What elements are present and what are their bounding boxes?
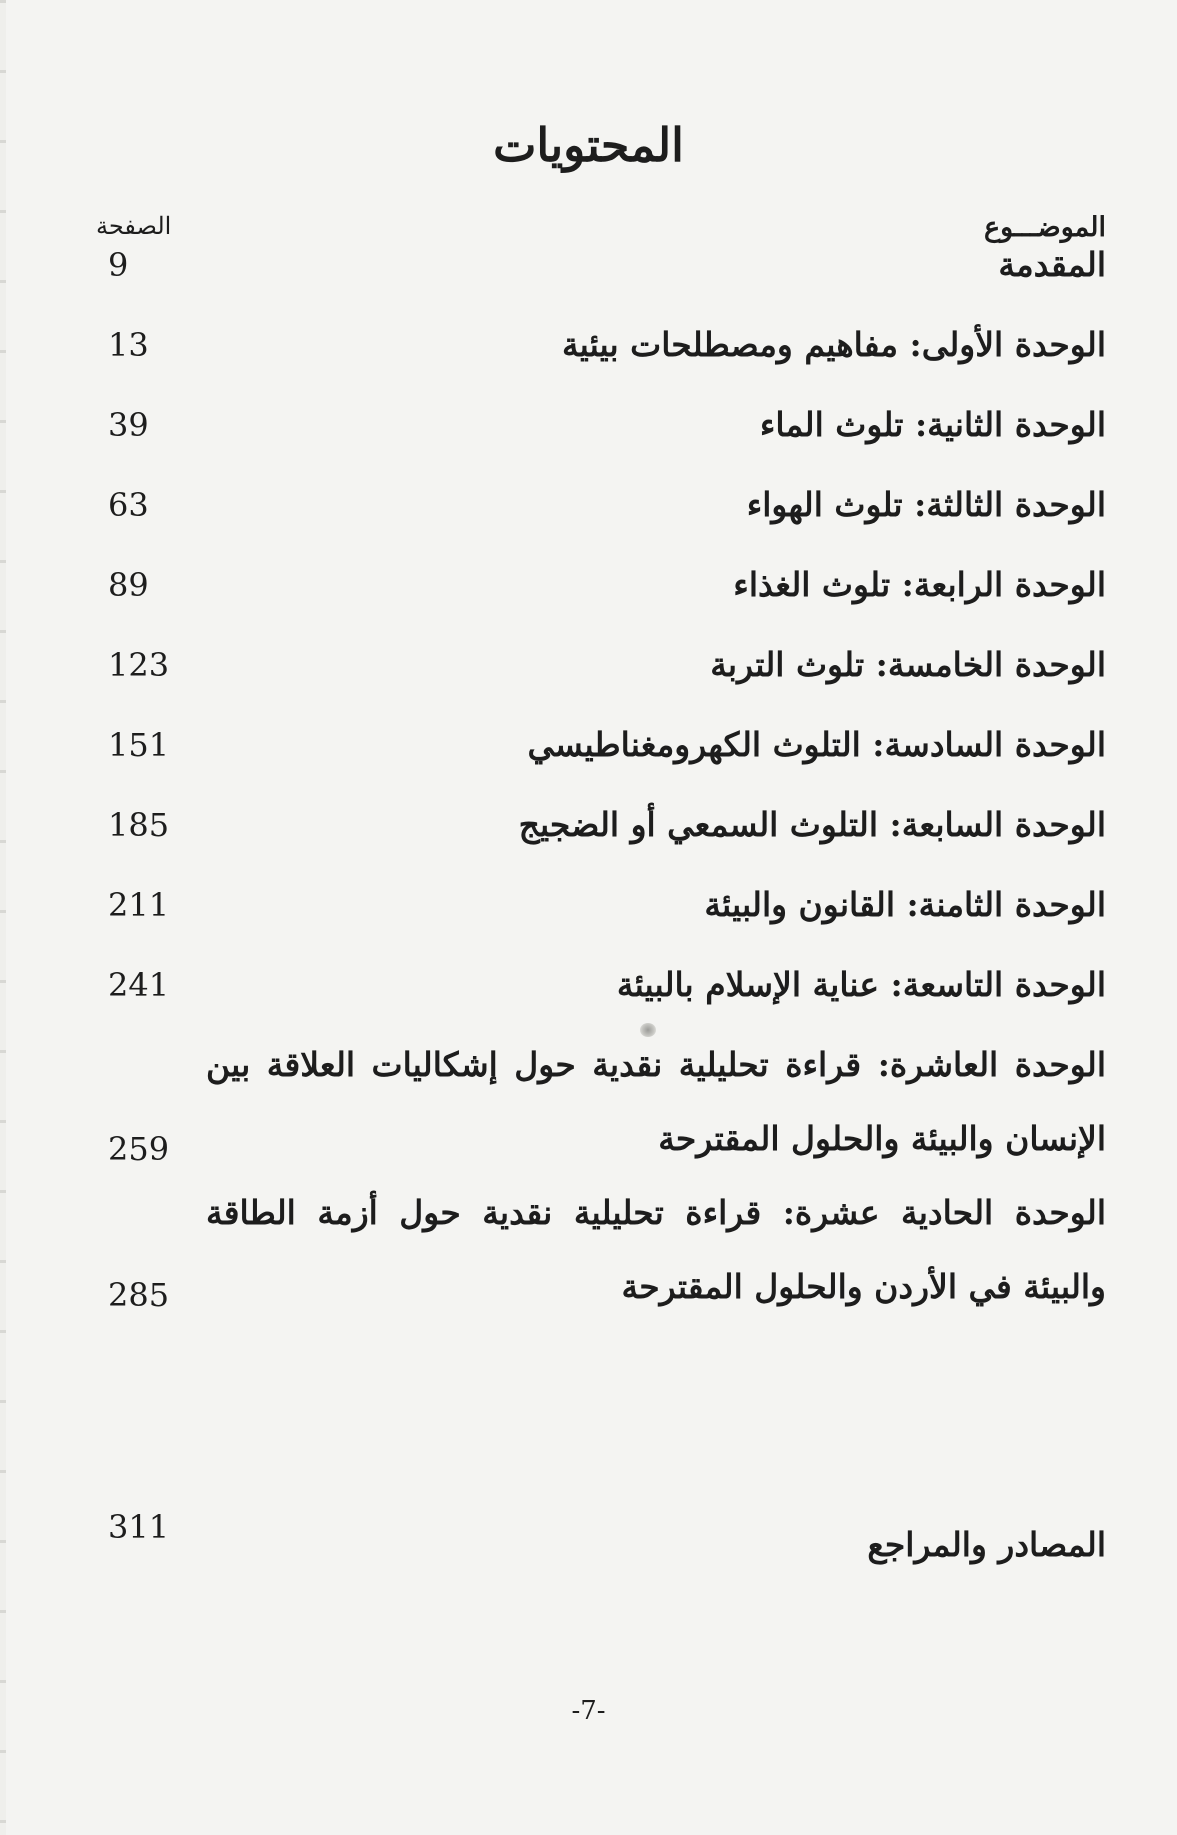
toc-entry-unit-7 xyxy=(96,788,1106,862)
toc-entry-title: الوحدة السابعة: التلوث السمعي أو الضجيج xyxy=(518,805,1106,844)
toc-entry-title: الوحدة السادسة: التلوث الكهرومغناطيسي xyxy=(527,725,1106,764)
toc-entry-page-number: 185 xyxy=(108,806,170,844)
toc-entry-title: الوحدة الأولى: مفاهيم ومصطلحات بيئية xyxy=(561,325,1106,364)
toc-entry-page-number: 151 xyxy=(108,726,170,764)
paper-speck xyxy=(640,1023,656,1037)
toc-entry-unit-3 xyxy=(96,468,1106,542)
toc-entry-page-number: 285 xyxy=(108,1276,170,1314)
toc-entry-title: المقدمة xyxy=(998,245,1106,284)
toc-entry-title: الوحدة الرابعة: تلوث الغذاء xyxy=(733,565,1106,604)
toc-entry-title: الوحدة التاسعة: عناية الإسلام بالبيئة xyxy=(616,965,1106,1004)
toc-entry-unit-10 xyxy=(96,1028,1106,1176)
toc-entry-title: الوحدة الثامنة: القانون والبيئة xyxy=(704,885,1106,924)
toc-entry-unit-6 xyxy=(96,708,1106,782)
toc-entry-references xyxy=(96,1508,1106,1582)
toc-entry-title: الوحدة العاشرة: قراءة تحليلية نقدية حول إشكاليات العلاقة بين الإنسان والبيئة والحلول المقترحة xyxy=(206,1045,1106,1158)
toc-entry-page-number: 89 xyxy=(108,566,149,604)
toc-entry-page-number: 123 xyxy=(108,646,170,684)
page-number-footer: -7- xyxy=(571,1696,606,1726)
toc-entry-page-number: 39 xyxy=(108,406,149,444)
toc-entry-title: الوحدة الحادية عشرة: قراءة تحليلية نقدية حول أزمة الطاقة والبيئة في الأردن والحلول المقترحة xyxy=(206,1193,1106,1306)
topic-column-label: الموضـــوع xyxy=(983,212,1106,243)
toc-entry-page-number: 311 xyxy=(108,1508,170,1546)
page-title: المحتويات xyxy=(493,118,684,172)
toc-entry-unit-11 xyxy=(96,1176,1106,1324)
toc-entry-unit-5 xyxy=(96,628,1106,702)
toc-entry-page-number: 211 xyxy=(108,886,170,924)
toc-entry-page-number: 13 xyxy=(108,326,149,364)
toc-entry-page-number: 63 xyxy=(108,486,149,524)
toc-entry-page-number: 241 xyxy=(108,966,170,1004)
toc-entry-unit-9 xyxy=(96,948,1106,1022)
toc-entry-unit-1 xyxy=(96,308,1106,382)
toc-entry-title: الوحدة الثانية: تلوث الماء xyxy=(759,405,1106,444)
toc-entry-title: الوحدة الخامسة: تلوث التربة xyxy=(710,645,1106,684)
toc-entry-title: الوحدة الثالثة: تلوث الهواء xyxy=(746,485,1106,524)
toc-entry-unit-2 xyxy=(96,388,1106,462)
toc-entry-unit-4 xyxy=(96,548,1106,622)
toc-entry-introduction xyxy=(96,228,1106,302)
toc-entry-unit-8 xyxy=(96,868,1106,942)
toc-entry-page-number: 9 xyxy=(108,246,129,284)
toc-entry-title: المصادر والمراجع xyxy=(867,1525,1106,1564)
toc-entry-page-number: 259 xyxy=(108,1130,170,1168)
page-column-label: الصفحة xyxy=(96,212,172,240)
